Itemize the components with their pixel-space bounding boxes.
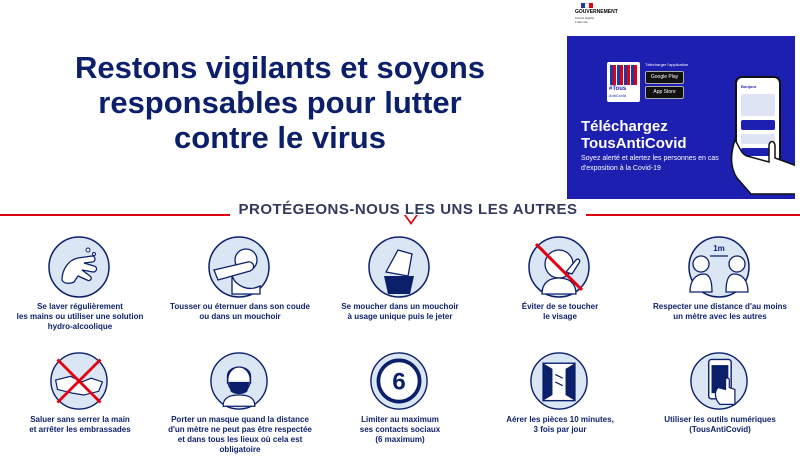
gesture-card-face-touch <box>480 236 640 346</box>
gesture-label-line: Éviter de se toucher <box>521 302 599 311</box>
banner-title: PROTÉGEONS-NOUS LES UNS LES AUTRES <box>238 201 578 218</box>
gesture-label-line: les mains ou utiliser une solution <box>16 312 144 321</box>
app-store-badge[interactable]: App Store <box>645 86 684 99</box>
headline <box>20 50 540 155</box>
gesture-label-line: d'un mètre ne peut pas être respectée <box>168 425 312 434</box>
smartphone-app-icon <box>690 352 748 410</box>
headline-line-3: contre le virus <box>174 120 386 155</box>
gesture-label-line: Saluer sans serrer la main <box>30 415 130 424</box>
gesture-label <box>160 302 320 322</box>
open-window-icon <box>530 352 588 410</box>
banner-notch-inner <box>406 215 416 222</box>
app-logo-tag: #Tous <box>609 86 627 92</box>
gesture-label-line: Limiter au maximum <box>361 415 439 424</box>
gov-name: GOUVERNEMENT <box>575 9 618 15</box>
gesture-label-line: 3 fois par jour <box>533 425 587 434</box>
phone-screen-button <box>741 120 775 130</box>
distance-icon <box>688 236 750 298</box>
app-logo-flag <box>610 65 637 85</box>
gesture-label <box>0 302 160 332</box>
gesture-label-line: Tousser ou éternuer dans son coude <box>170 302 310 311</box>
gesture-label-line: ses contacts sociaux <box>359 425 441 434</box>
gesture-label-line: un mètre avec les autres <box>673 312 767 321</box>
french-flag-icon <box>581 3 593 8</box>
phone-screen-header: Bonjour <box>741 84 757 89</box>
gesture-label-line: ou dans un mouchoir <box>199 312 281 321</box>
promo-title <box>581 118 687 152</box>
promo-subtitle: Soyez alerté et alertez les personnes en cas d'exposition à la Covid-19 <box>581 155 719 172</box>
gesture-label-line: et arrêter les embrassades <box>29 425 131 434</box>
gesture-label-line: Se laver régulièrement <box>37 302 123 311</box>
gesture-label-line: (TousAntiCovid) <box>689 425 751 434</box>
gesture-label <box>640 302 800 322</box>
gesture-label-line: à usage unique puis le jeter <box>347 312 453 321</box>
gesture-label <box>0 415 160 435</box>
gesture-card-distance <box>640 236 800 346</box>
gesture-label <box>160 415 320 455</box>
gesture-label-line: hydro-alcoolique <box>47 322 113 331</box>
gesture-label <box>640 415 800 435</box>
no-face-touch-icon <box>528 236 590 298</box>
tousanticovid-promo[interactable] <box>567 0 795 199</box>
mask-icon <box>210 352 268 410</box>
gesture-card-contacts <box>320 352 480 457</box>
gesture-label <box>320 415 480 445</box>
store-label: Télécharger l'application <box>645 62 689 67</box>
gesture-label-line: (6 maximum) <box>375 435 425 444</box>
gesture-card-cough <box>160 236 320 346</box>
gesture-label-line: Porter un masque quand la distance <box>171 415 309 424</box>
tissue-icon <box>368 236 430 298</box>
promo-panel <box>567 36 795 199</box>
gov-header <box>567 0 795 36</box>
gesture-card-ventilation <box>480 352 640 457</box>
headline-line-2: responsables pour lutter <box>98 85 462 120</box>
gestures-grid <box>0 236 800 457</box>
gesture-card-tissue <box>320 236 480 346</box>
gesture-label-line: Aérer les pièces 10 minutes, <box>506 415 614 424</box>
gesture-card-handshake <box>0 352 160 457</box>
promo-title-line-1: Téléchargez <box>581 118 668 135</box>
gesture-label-line: Se moucher dans un mouchoir <box>341 302 459 311</box>
gesture-label <box>320 302 480 322</box>
hand-icon <box>717 132 795 199</box>
gesture-label <box>480 415 640 435</box>
six-contacts-icon <box>370 352 428 410</box>
gov-motto: Liberté Égalité Fraternité <box>575 16 595 24</box>
contacts-number: 6 <box>392 368 406 396</box>
headline-line-1: Restons vigilants et soyons <box>75 50 485 85</box>
google-play-badge[interactable]: Google Play <box>645 71 684 84</box>
phone-screen-card <box>741 94 775 116</box>
gesture-label-line: le visage <box>543 312 577 321</box>
gesture-label-line: Utiliser les outils numériques <box>664 415 776 424</box>
gesture-label <box>480 302 640 322</box>
promo-title-line-2: TousAntiCovid <box>581 135 687 152</box>
app-logo <box>607 62 640 102</box>
distance-label: 1m <box>713 244 725 253</box>
hand-washing-icon <box>48 236 110 298</box>
gesture-card-hand-washing <box>0 236 160 346</box>
no-handshake-icon <box>50 352 108 410</box>
gesture-card-app <box>640 352 800 457</box>
cough-in-elbow-icon <box>208 236 270 298</box>
gesture-label-line: Respecter une distance d'au moins <box>653 302 787 311</box>
gesture-card-mask <box>160 352 320 457</box>
gesture-label-line: et dans tous les lieux où cela est obligatoire <box>177 435 303 454</box>
app-logo-tag2: AntiCovid <box>609 93 627 98</box>
